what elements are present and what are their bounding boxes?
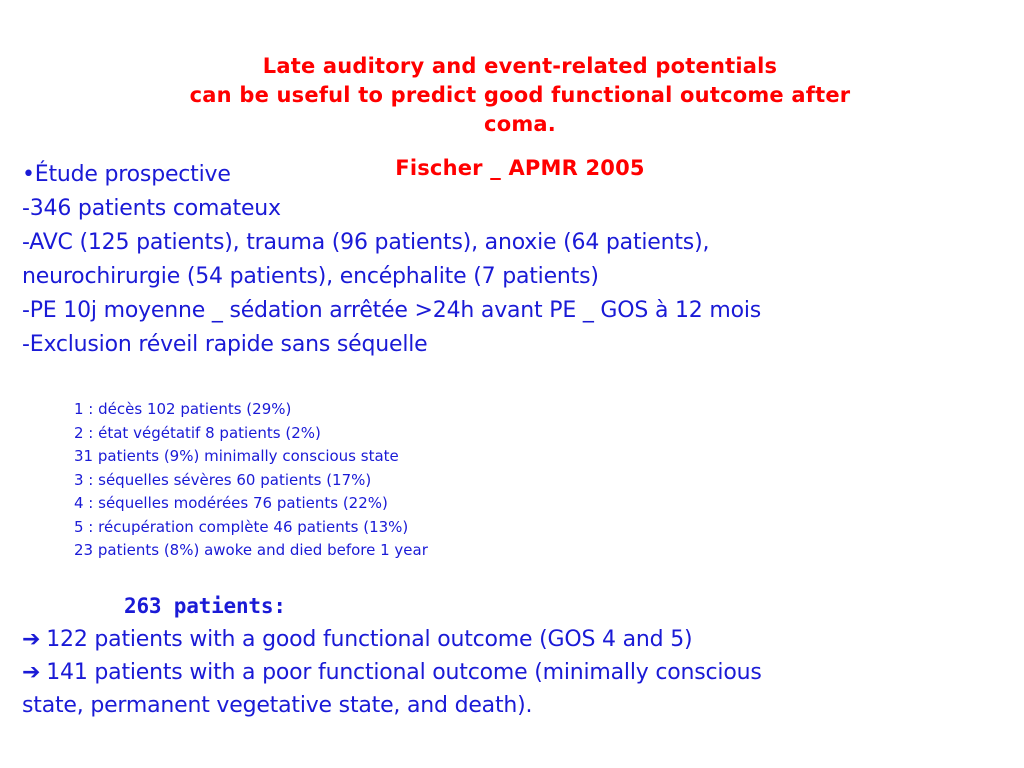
bullet-protocol: -PE 10j moyenne _ sédation arrêtée >24h avant PE _ GOS à 12 mois <box>22 298 762 323</box>
summary-poor-outcome-cont: state, permanent vegetative state, and death). <box>22 693 533 718</box>
bullet-etiologies-cont: neurochirurgie (54 patients), encéphalite (7 patients) <box>22 264 599 289</box>
title-line-1: Late auditory and event-related potentials <box>262 54 778 78</box>
gos-row: 3 : séquelles sévères 60 patients (17%) <box>74 470 372 489</box>
arrow-right-icon: ➔ <box>22 627 41 652</box>
gos-row: 4 : séquelles modérées 76 patients (22%) <box>74 494 388 512</box>
good-outcome-text: 122 patients with a good functional outcome (GOS 4 and 5) <box>46 627 693 652</box>
gos-row: 31 patients (9%) minimally conscious state <box>74 447 399 465</box>
title-line-2: can be useful to predict good functional outcome after <box>189 83 851 107</box>
bullet-patient-count: -346 patients comateux <box>22 196 281 221</box>
summary-good-outcome <box>22 623 1012 656</box>
bullet-study-type: •Étude prospective <box>22 162 231 187</box>
summary-poor-outcome <box>22 656 1012 689</box>
gos-outcome-list <box>74 398 428 563</box>
bullet-etiologies: -AVC (125 patients), trauma (96 patients), anoxie (64 patients), <box>22 230 710 255</box>
gos-row: 5 : récupération complète 46 patients (13%) <box>74 517 409 536</box>
gos-row: 2 : état végétatif 8 patients (2%) <box>74 423 321 442</box>
study-bullets <box>22 158 1012 362</box>
arrow-right-icon: ➔ <box>22 660 41 685</box>
summary-heading: 263 patients: <box>124 594 286 618</box>
bullet-exclusion: -Exclusion réveil rapide sans séquelle <box>22 332 428 357</box>
title-author: Fischer _ APMR 2005 <box>395 156 645 180</box>
poor-outcome-text: 141 patients with a poor functional outcome (minimally conscious <box>46 660 762 685</box>
gos-row: 1 : décès 102 patients (29%) <box>74 400 292 418</box>
title-line-3: coma. <box>484 112 556 136</box>
gos-row: 23 patients (8%) awoke and died before 1 year <box>74 541 428 559</box>
outcome-summary <box>22 590 1012 722</box>
